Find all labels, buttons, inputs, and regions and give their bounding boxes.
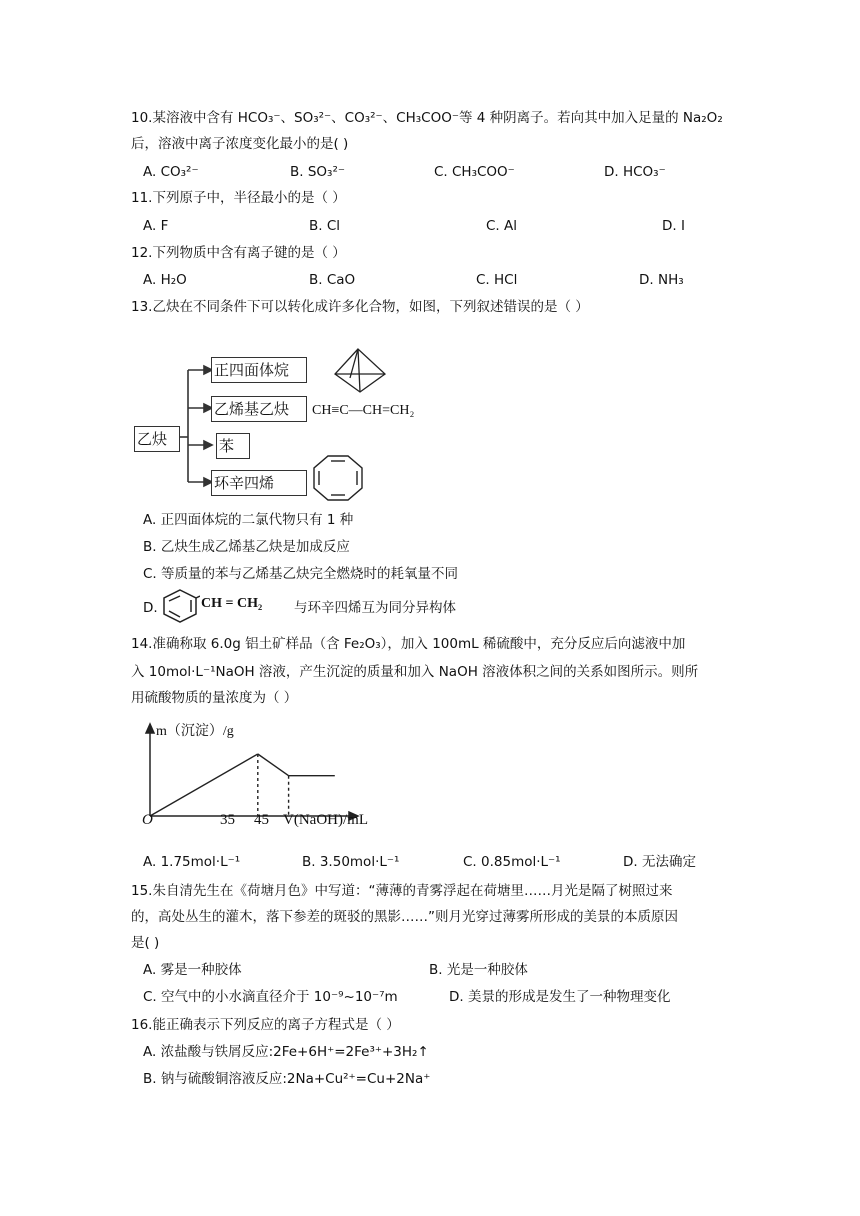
q10-option-a: A. CO₃²⁻: [143, 164, 199, 180]
q10-line1: 10.某溶液中含有 HCO₃⁻、SO₃²⁻、CO₃²⁻、CH₃COO⁻等 4 种阴离子。若向其中加入足量的 Na₂O₂: [131, 110, 723, 126]
q11-option-a: A. F: [143, 218, 169, 234]
tetrahedrane-box: 正四面体烷: [211, 357, 307, 383]
q10-option-d: D. HCO₃⁻: [604, 164, 666, 180]
q11-option-c: C. Al: [486, 218, 517, 234]
y-axis-arrow-icon: [146, 724, 154, 733]
vinylacetylene-formula: CH≡C—CH=CH₂: [312, 403, 415, 418]
q15-line3: 是( ): [131, 935, 160, 951]
cyclooctatetraene-structure-icon: [310, 454, 366, 502]
vinylacetylene-box: 乙烯基乙炔: [211, 396, 307, 422]
q15-line1: 15.朱自清先生在《荷塘月色》中写道：“薄薄的青雾浮起在荷塘里……月光是隔了树照过来: [131, 883, 673, 899]
q13-option-d-label: D.: [143, 600, 158, 616]
q13-option-d-text: 与环辛四烯互为同分异构体: [294, 600, 456, 616]
q11-option-d: D. I: [662, 218, 685, 234]
q12-stem: 12.下列物质中含有离子键的是（ ）: [131, 245, 346, 261]
benzene-box: 苯: [216, 433, 250, 459]
x-tick-45: 45: [254, 812, 269, 828]
q14-option-b: B. 3.50mol·L⁻¹: [302, 854, 400, 870]
q12-option-b: B. CaO: [309, 272, 356, 288]
q12-option-c: C. HCl: [476, 272, 518, 288]
q13-stem: 13.乙炔在不同条件下可以转化成许多化合物，如图，下列叙述错误的是（ ）: [131, 299, 589, 315]
q16-stem: 16.能正确表示下列反应的离子方程式是（ ）: [131, 1017, 400, 1033]
series-segment: [258, 754, 289, 776]
q11-stem: 11.下列原子中，半径最小的是（ ）: [131, 190, 346, 206]
q13-option-a: A. 正四面体烷的二氯代物只有 1 种: [143, 512, 354, 528]
q13-option-b: B. 乙炔生成乙烯基乙炔是加成反应: [143, 539, 350, 555]
q15-option-c: C. 空气中的小水滴直径介于 10⁻⁹~10⁻⁷m: [143, 989, 398, 1005]
q11-option-b: B. Cl: [309, 218, 341, 234]
q14-option-a: A. 1.75mol·L⁻¹: [143, 854, 241, 870]
vinyl-group: CH = CH₂: [201, 596, 263, 611]
q13-option-c: C. 等质量的苯与乙烯基乙炔完全燃烧时的耗氧量不同: [143, 566, 459, 582]
q14-line3: 用硫酸物质的量浓度为（ ）: [131, 690, 298, 706]
q16-option-b: B. 钠与硫酸铜溶液反应:2Na+Cu²⁺=Cu+2Na⁺: [143, 1071, 431, 1087]
q15-option-a: A. 雾是一种胶体: [143, 962, 242, 978]
benzene-ring-icon: [160, 588, 200, 624]
q14-option-c: C. 0.85mol·L⁻¹: [463, 854, 561, 870]
cyclooctatetraene-box: 环辛四烯: [211, 470, 307, 496]
series-segment: [150, 754, 258, 816]
tetrahedrane-structure-icon: [330, 346, 390, 396]
q14-option-d: D. 无法确定: [623, 854, 696, 870]
chart-origin: O: [142, 812, 153, 828]
q16-option-a: A. 浓盐酸与铁屑反应:2Fe+6H⁺=2Fe³⁺+3H₂↑: [143, 1044, 429, 1060]
chart-xlabel: V(NaOH)/mL: [283, 812, 368, 828]
q12-option-d: D. NH₃: [639, 272, 684, 288]
q10-line2: 后，溶液中离子浓度变化最小的是( ): [131, 136, 349, 152]
x-tick-35: 35: [220, 812, 235, 828]
q12-option-a: A. H₂O: [143, 272, 187, 288]
q14-line1: 14.准确称取 6.0g 铝土矿样品（含 Fe₂O₃），加入 100mL 稀硫酸中，充分反应后向滤液中加: [131, 636, 686, 652]
q14-line2: 入 10mol·L⁻¹NaOH 溶液，产生沉淀的质量和加入 NaOH 溶液体积之间的关系如图所示。则所: [131, 664, 699, 680]
q15-option-d: D. 美景的形成是发生了一种物理变化: [449, 989, 671, 1005]
chart-ylabel: m（沉淀）/g: [156, 724, 234, 739]
q15-option-b: B. 光是一种胶体: [429, 962, 528, 978]
acetylene-box: 乙炔: [134, 426, 180, 452]
q15-line2: 的，高处丛生的灌木，落下参差的斑驳的黑影……”则月光穿过薄雾所形成的美景的本质原因: [131, 909, 678, 925]
q10-option-c: C. CH₃COO⁻: [434, 164, 515, 180]
q10-option-b: B. SO₃²⁻: [290, 164, 345, 180]
